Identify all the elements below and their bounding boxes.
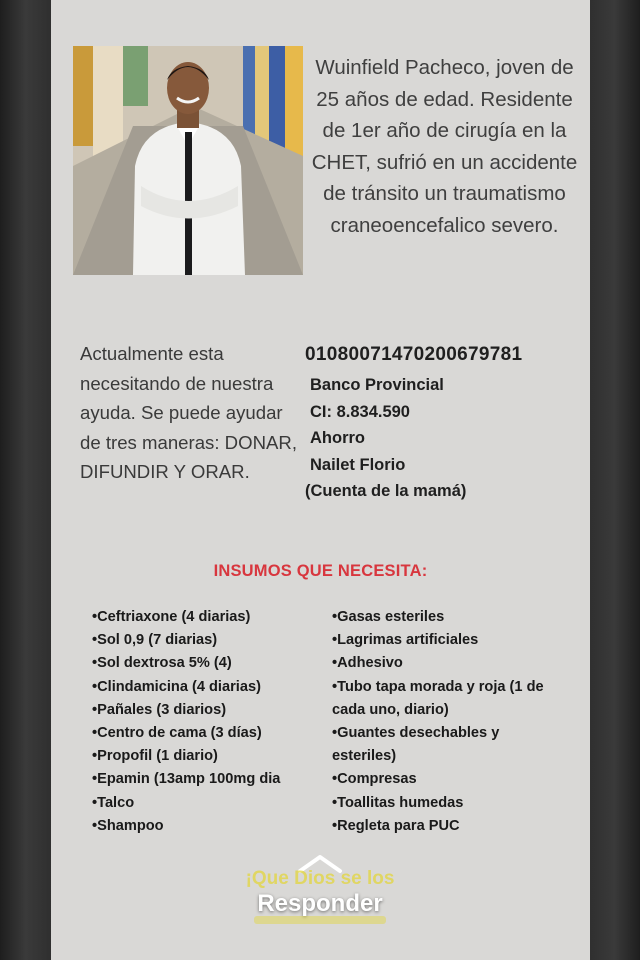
list-item: •Ceftriaxone (4 diarias) [92, 609, 251, 625]
account-number: 01080071470200679781 [305, 344, 523, 365]
list-item: •Epamin (13amp 100mg dia [92, 771, 281, 788]
list-item: •Shampoo [92, 817, 164, 834]
id-number: CI: 8.834.590 [310, 402, 410, 421]
partial-caption-underline [254, 916, 386, 924]
reply-button[interactable]: Responder [257, 890, 383, 917]
list-item: •Adhesivo [332, 655, 403, 672]
list-item: •Lagrimas artificiales [332, 632, 479, 649]
account-note: (Cuenta de la mamá) [305, 482, 467, 500]
account-type: Ahorro [310, 429, 365, 447]
story-image-card [51, 0, 590, 960]
account-holder: Nailet Florio [310, 455, 406, 474]
reply-area[interactable] [0, 850, 640, 960]
supplies-list-right [332, 606, 552, 838]
list-item: •Pañales (3 diarios) [92, 701, 227, 718]
supplies-title: INSUMOS QUE NECESITA: [213, 562, 428, 580]
list-item: •Regleta para PUC [332, 817, 460, 834]
partial-caption: ¡Que Dios se los [245, 868, 395, 889]
list-item: •Toallitas humedas [332, 794, 464, 811]
list-item: •Compresas [332, 771, 417, 788]
profile-photo [73, 46, 303, 275]
bank-name: Banco Provincial [310, 376, 444, 394]
list-item: •Centro de cama (3 días) [92, 725, 262, 742]
list-item: •Clindamicina (4 diarias) [92, 678, 261, 695]
list-item: •Talco [92, 794, 135, 811]
list-item: •Sol 0,9 (7 diarias) [92, 632, 218, 649]
list-item: •Guantes desechables y esteriles) [332, 725, 500, 765]
list-item: •Tubo tapa morada y roja (1 de cada uno, diario) [332, 678, 544, 718]
intro-text: Wuinfield Pacheco, joven de 25 años de edad. Residente de 1er año de cirugía en la CHET, sufrió en un accidente de tránsito un traumatismo craneoencefalico severo. [311, 56, 578, 237]
list-item: •Sol dextrosa 5% (4) [92, 655, 232, 672]
list-item: •Propofil (1 diario) [92, 748, 218, 765]
bank-details [305, 344, 585, 505]
supplies-list-left [92, 606, 327, 838]
list-item: •Gasas esteriles [332, 609, 445, 625]
help-text: Actualmente esta necesitando de nuestra ayuda. Se puede ayudar de tres maneras: DONAR, DIFUNDIR Y ORAR. [80, 343, 297, 482]
